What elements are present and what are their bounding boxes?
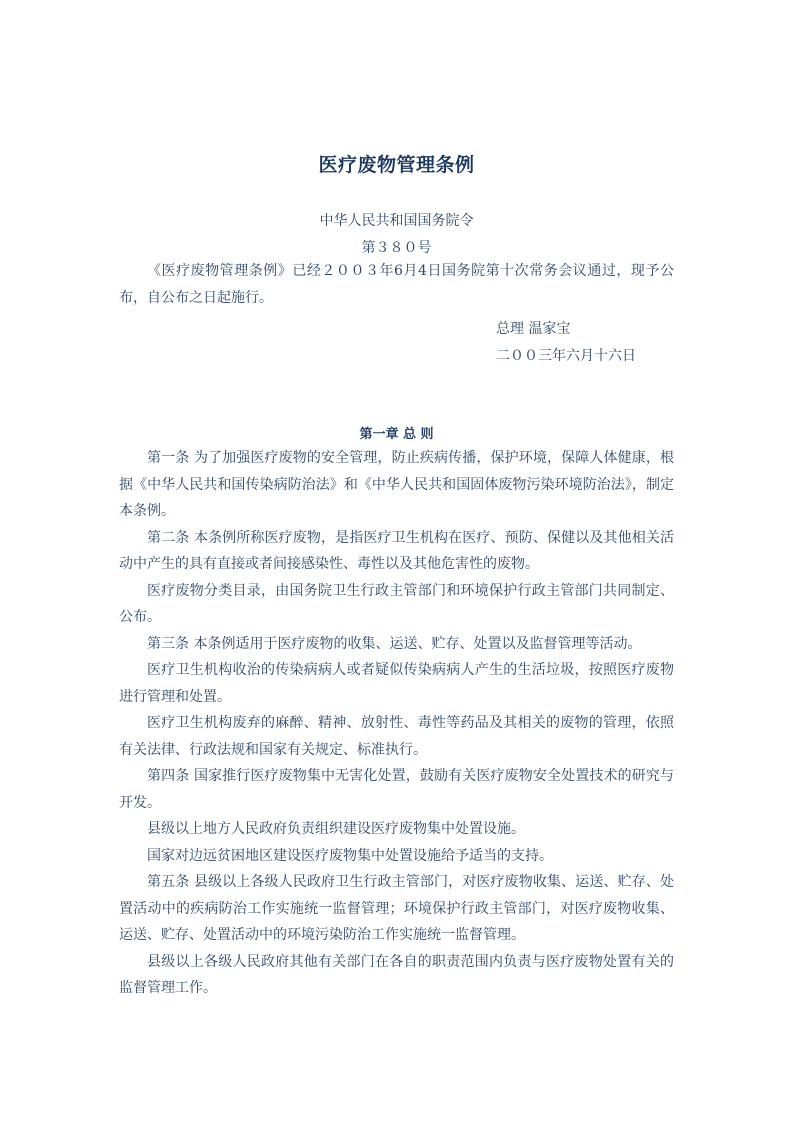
document-title: 医疗废物管理条例 (318, 154, 475, 176)
article-3: 第三条 本条例适用于医疗废物的收集、运送、贮存、处置以及监督管理等活动。 (147, 635, 642, 652)
promulgation-paragraph (119, 258, 674, 311)
signatory: 总理 温家宝 (496, 321, 571, 337)
promulgation-text: 《医疗废物管理条例》已经２００３年6月4日国务院第十次常务会议通过，现予公布，自公布之日起施行。 (119, 263, 674, 306)
article-3-para-3: 医疗卫生机构废弃的麻醉、精神、放射性、毒性等药品及其相关的废物的管理，依照有关法律、行政法规和国家有关规定、标准执行。 (119, 715, 674, 758)
article-4: 第四条 国家推行医疗废物集中无害化处置，鼓励有关医疗废物安全处置技术的研究与开发。 (119, 768, 674, 811)
chapter-heading: 第一章 总 则 (359, 427, 434, 442)
article-2-para-2: 医疗废物分类目录，由国务院卫生行政主管部门和环境保护行政主管部门共同制定、公布。 (119, 582, 674, 625)
article-3-para-2: 医疗卫生机构收治的传染病病人或者疑似传染病病人产生的生活垃圾，按照医疗废物进行管理和处置。 (119, 662, 674, 705)
order-number: 第３８０号 (361, 240, 432, 256)
article-1: 第一条 为了加强医疗废物的安全管理，防止疾病传播，保护环境，保障人体健康，根据《中华人民共和国传染病防治法》和《中华人民共和国固体废物污染环境防治法》，制定本条例。 (119, 450, 674, 519)
issuer-line: 中华人民共和国国务院令 (319, 213, 474, 229)
article-4-para-3: 国家对边远贫困地区建设医疗废物集中处置设施给予适当的支持。 (147, 847, 553, 864)
article-2: 第二条 本条例所称医疗废物，是指医疗卫生机构在医疗、预防、保健以及其他相关活动中产生的具有直接或者间接感染性、毒性以及其他危害性的废物。 (119, 529, 674, 572)
article-4-para-2: 县级以上地方人民政府负责组织建设医疗废物集中处置设施。 (147, 821, 525, 837)
signature-date: 二００三年六月十六日 (496, 348, 636, 364)
chapter-body (119, 445, 674, 1002)
article-5-para-2: 县级以上各级人民政府其他有关部门在各自的职责范围内负责与医疗废物处置有关的监督管理工作。 (119, 953, 674, 996)
article-5: 第五条 县级以上各级人民政府卫生行政主管部门，对医疗废物收集、运送、贮存、处置活动中的疾病防治工作实施统一监督管理；环境保护行政主管部门，对医疗废物收集、运送、贮存、处置活动中的环境污染防治工作实施统一监督管理。 (119, 874, 674, 943)
